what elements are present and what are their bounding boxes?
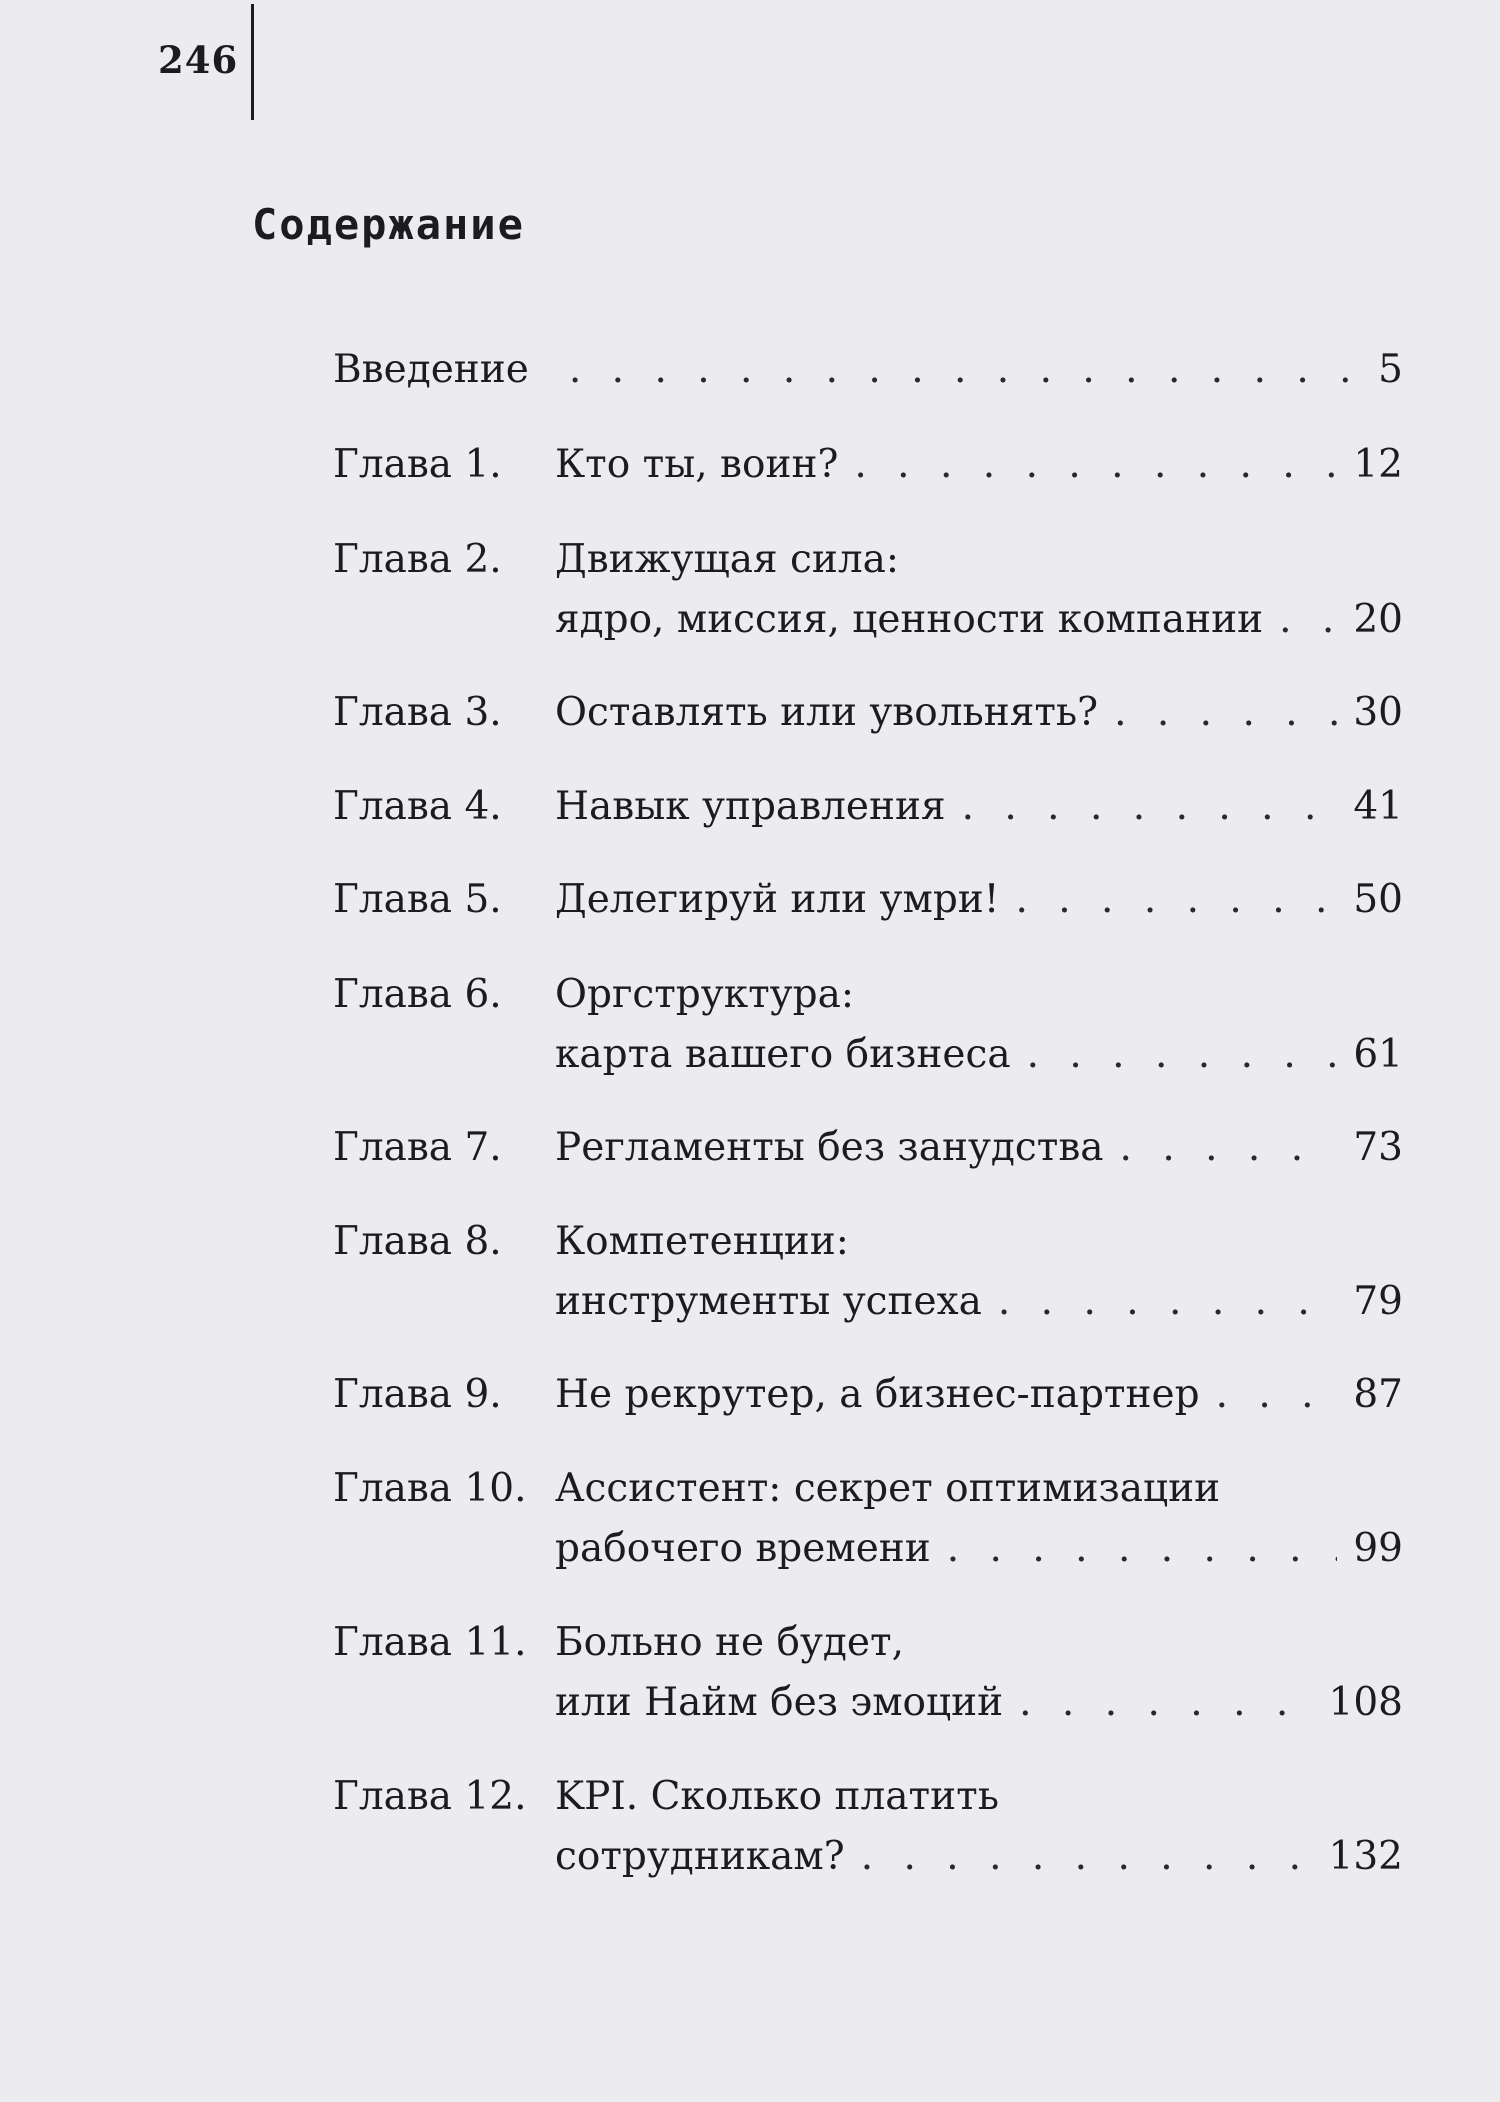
chapter-title: Компетенции:	[555, 1219, 849, 1264]
leader-dots	[1019, 1673, 1312, 1733]
toc-line	[555, 1673, 1403, 1733]
toc-entry-title: Введение	[333, 347, 529, 392]
chapter-label: Глава 2.	[333, 537, 502, 582]
chapter-label: Глава 6.	[333, 972, 502, 1017]
chapter-label: Глава 12.	[333, 1774, 527, 1819]
toc-line	[555, 1613, 1403, 1673]
chapter-title: Ассистент: секрет оптимизации	[555, 1466, 1221, 1511]
leader-dots	[1114, 683, 1337, 743]
toc-page-number: 5	[1378, 347, 1403, 392]
chapter-title-continued: инструменты успеха	[555, 1279, 982, 1324]
toc-line	[555, 530, 1403, 590]
toc-page-number: 41	[1353, 784, 1403, 829]
chapter-title: Движущая сила:	[555, 537, 899, 582]
toc-line	[555, 965, 1403, 1025]
leader-dots	[861, 1827, 1313, 1887]
toc-page-number: 79	[1353, 1279, 1403, 1324]
toc-page-number: 99	[1353, 1526, 1403, 1571]
chapter-label: Глава 10.	[333, 1466, 527, 1511]
toc-page-number: 61	[1353, 1032, 1403, 1077]
leader-dots	[569, 340, 1362, 400]
chapter-title: Оставлять или увольнять?	[555, 690, 1099, 735]
chapter-label: Глава 9.	[333, 1372, 502, 1417]
chapter-label: Глава 8.	[333, 1219, 502, 1264]
chapter-label: Глава 1.	[333, 442, 502, 487]
leader-dots	[1015, 870, 1337, 930]
toc-line	[555, 590, 1403, 650]
chapter-title-continued: рабочего времени	[555, 1526, 931, 1571]
toc-line	[555, 1827, 1403, 1887]
leader-dots	[1027, 1025, 1338, 1085]
toc-page-number: 132	[1328, 1834, 1403, 1879]
toc-line	[555, 1365, 1403, 1425]
chapter-title: Не рекрутер, а бизнес-партнер	[555, 1372, 1200, 1417]
toc-line	[555, 1025, 1403, 1085]
chapter-title: Делегируй или умри!	[555, 877, 1000, 922]
chapter-title: Регламенты без занудства	[555, 1125, 1104, 1170]
toc-page-number: 108	[1328, 1680, 1403, 1725]
page-number: 246	[158, 38, 239, 82]
leader-dots	[1279, 590, 1337, 650]
toc-line	[555, 870, 1403, 930]
chapter-label: Глава 11.	[333, 1620, 527, 1665]
leader-dots	[854, 435, 1337, 495]
toc-line	[333, 340, 1403, 400]
chapter-label: Глава 5.	[333, 877, 502, 922]
toc-page-number: 87	[1353, 1372, 1403, 1417]
leader-dots	[947, 1519, 1338, 1579]
leader-dots	[962, 777, 1338, 837]
chapter-title: Навык управления	[555, 784, 946, 829]
chapter-title-continued: или Найм без эмоций	[555, 1680, 1004, 1725]
toc-page-number: 30	[1353, 690, 1403, 735]
toc-page-number: 50	[1353, 877, 1403, 922]
chapter-label: Глава 3.	[333, 690, 502, 735]
leader-dots	[1120, 1118, 1338, 1178]
chapter-title: Больно не будет,	[555, 1620, 904, 1665]
toc-line	[555, 435, 1403, 495]
toc-line	[555, 1272, 1403, 1332]
chapter-label: Глава 7.	[333, 1125, 502, 1170]
toc-page-number: 73	[1353, 1125, 1403, 1170]
leader-dots	[1216, 1365, 1338, 1425]
chapter-title: Кто ты, воин?	[555, 442, 839, 487]
chapter-title: KPI. Сколько платить	[555, 1774, 999, 1819]
toc-line	[555, 1519, 1403, 1579]
toc-line	[555, 777, 1403, 837]
toc-page-number: 12	[1353, 442, 1403, 487]
chapter-label: Глава 4.	[333, 784, 502, 829]
toc-line	[555, 1767, 1403, 1827]
toc-page-number: 20	[1353, 597, 1403, 642]
chapter-title-continued: сотрудникам?	[555, 1834, 845, 1879]
toc-line	[555, 683, 1403, 743]
toc-heading: Содержание	[252, 200, 525, 249]
chapter-title-continued: карта вашего бизнеса	[555, 1032, 1011, 1077]
toc-line	[555, 1118, 1403, 1178]
toc-line	[555, 1212, 1403, 1272]
chapter-title-continued: ядро, миссия, ценности компании	[555, 597, 1264, 642]
leader-dots	[998, 1272, 1338, 1332]
toc-line	[555, 1459, 1403, 1519]
chapter-title: Оргструктура:	[555, 972, 854, 1017]
